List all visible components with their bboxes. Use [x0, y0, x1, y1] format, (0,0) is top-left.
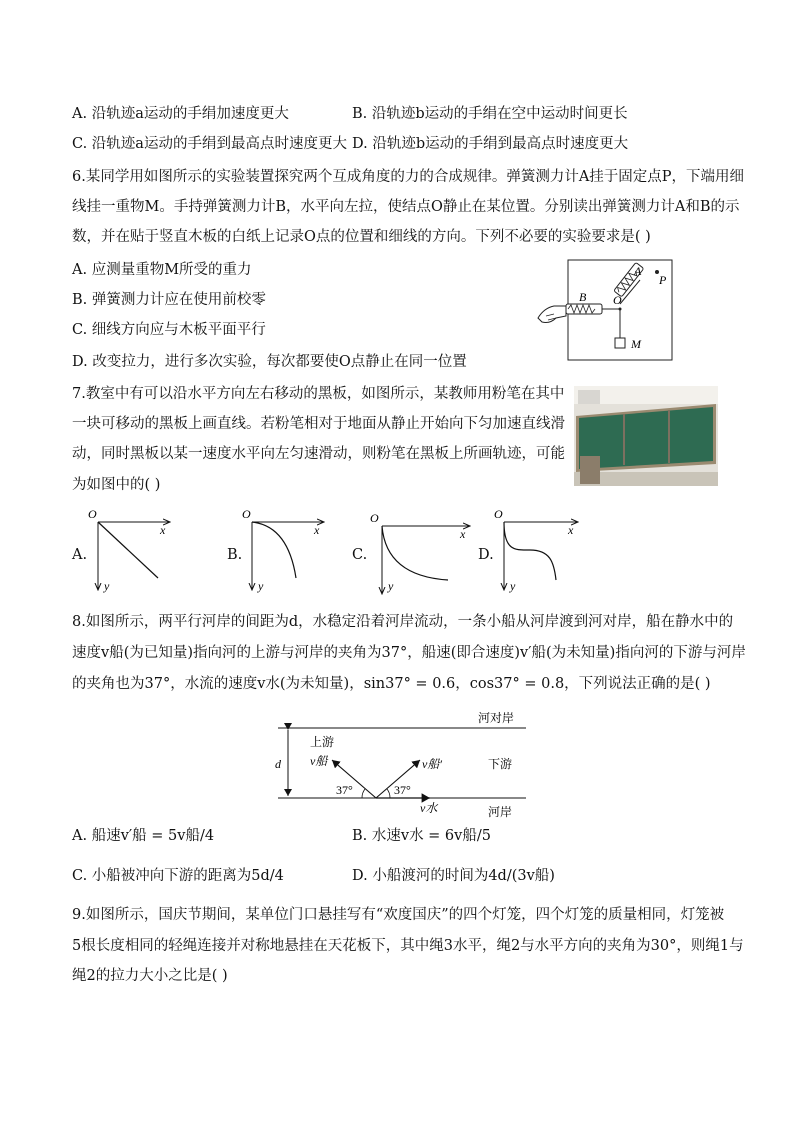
q5-option-c: C. 沿轨迹a运动的手绢到最高点时速度更大 [72, 136, 347, 152]
q6-option-a: A. 应测量重物M所受的重力 [72, 262, 252, 278]
q7-a-y: y [104, 579, 110, 593]
q8-label-far-bank: 河对岸 [478, 711, 515, 725]
q6-label-b: B [579, 290, 587, 304]
q8-label-downstream: 下游 [488, 757, 513, 771]
q7-stem-line4: 为如图中的( ) [72, 477, 161, 493]
q8-stem-line1: 8.如图所示，两平行河岸的间距为d，水稳定沿着河岸流动，一条小船从河岸渡到河对岸，船在静水中的 [72, 614, 734, 630]
q7-c-origin: O [370, 511, 379, 525]
q6-label-m: M [631, 337, 641, 351]
q5-option-b: B. 沿轨迹b运动的手绢在空中运动时间更长 [352, 106, 628, 122]
q8-label-angle-right: 37° [394, 783, 411, 797]
q7-graph-a-label: A. [72, 547, 88, 563]
q7-a-x: x [160, 523, 166, 537]
q5-option-a: A. 沿轨迹a运动的手绢加速度更大 [72, 106, 289, 122]
q6-label-p: P [659, 273, 667, 287]
q7-graph-c [366, 510, 476, 600]
q8-label-v-boat-prime: v船′ [422, 757, 442, 771]
q7-b-x: x [314, 523, 320, 537]
q7-blackboard-photo [574, 386, 718, 486]
q6-option-c: C. 细线方向应与木板平面平行 [72, 322, 266, 338]
q8-label-d: d [275, 757, 281, 771]
q7-c-x: x [460, 527, 466, 541]
q7-b-y: y [258, 579, 264, 593]
q6-option-b: B. 弹簧测力计应在使用前校零 [72, 292, 266, 308]
q6-stem-line2: 线挂一重物M。手持弹簧测力计B，水平向左拉，使结点O静止在某位置。分别读出弹簧测力计A和B的示 [72, 199, 740, 215]
q6-label-o: O [613, 293, 622, 307]
q5-option-d: D. 沿轨迹b运动的手绢到最高点时速度更大 [352, 136, 629, 152]
q8-option-a: A. 船速v′船 = 5v船/4 [72, 828, 215, 844]
q8-option-d: D. 小船渡河的时间为4d/(3v船) [352, 868, 555, 884]
q8-label-upstream: 上游 [310, 735, 335, 749]
q7-a-origin: O [88, 507, 97, 521]
q6-force-diagram [536, 258, 676, 362]
q8-river-diagram [270, 706, 530, 820]
q7-stem-line2: 一块可移动的黑板上画直线。若粉笔相对于地面从静止开始向下匀加速直线滑 [72, 416, 565, 432]
q8-label-near-bank: 河岸 [488, 805, 513, 819]
q6-stem-line3: 数，并在贴于竖直木板的白纸上记录O点的位置和细线的方向。下列不必要的实验要求是( ) [72, 229, 651, 245]
q9-stem-line3: 绳2的拉力大小之比是( ) [72, 968, 228, 984]
q7-d-x: x [568, 523, 574, 537]
q7-graph-a [86, 506, 176, 596]
q7-stem-line1: 7.教室中有可以沿水平方向左右移动的黑板，如图所示，某教师用粉笔在其中 [72, 386, 565, 402]
q8-label-v-water: v水 [420, 801, 438, 815]
q6-option-d: D. 改变拉力，进行多次实验，每次都要使O点静止在同一位置 [72, 354, 467, 370]
q7-b-origin: O [242, 507, 251, 521]
q6-stem-line1: 6.某同学用如图所示的实验装置探究两个互成角度的力的合成规律。弹簧测力计A挂于固定点P，下端用细 [72, 169, 745, 185]
q7-stem-line3: 动，同时黑板以某一速度水平向左匀速滑动，则粉笔在黑板上所画轨迹，可能 [72, 446, 565, 462]
q7-graph-d-label: D. [478, 547, 494, 563]
q8-stem-line3: 的夹角也为37°，水流的速度v水(为未知量)，sin37° = 0.6，cos37° = 0.8，下列说法正确的是( ) [72, 676, 711, 692]
q7-d-origin: O [494, 507, 503, 521]
q8-option-c: C. 小船被冲向下游的距离为5d/4 [72, 868, 284, 884]
q8-label-angle-left: 37° [336, 783, 353, 797]
q8-option-b: B. 水速v水 = 6v船/5 [352, 828, 491, 844]
q7-graph-b [240, 506, 330, 596]
q7-graph-b-label: B. [227, 547, 243, 563]
q7-graph-c-label: C. [352, 547, 368, 563]
q9-stem-line1: 9.如图所示，国庆节期间，某单位门口悬挂写有“欢度国庆”的四个灯笼，四个灯笼的质量相同，灯笼被 [72, 907, 725, 923]
q9-stem-line2: 5根长度相同的轻绳连接并对称地悬挂在天花板下，其中绳3水平，绳2与水平方向的夹角为30°，则绳1与 [72, 938, 744, 954]
q7-c-y: y [388, 579, 394, 593]
q8-stem-line2: 速度v船(为已知量)指向河的上游与河岸的夹角为37°，船速(即合速度)v′船(为未知量)指向河的下游与河岸 [72, 645, 746, 661]
q7-graph-d [492, 506, 582, 596]
q7-d-y: y [510, 579, 516, 593]
q6-label-a: A [634, 264, 642, 278]
q8-label-v-boat: v船 [310, 754, 328, 768]
